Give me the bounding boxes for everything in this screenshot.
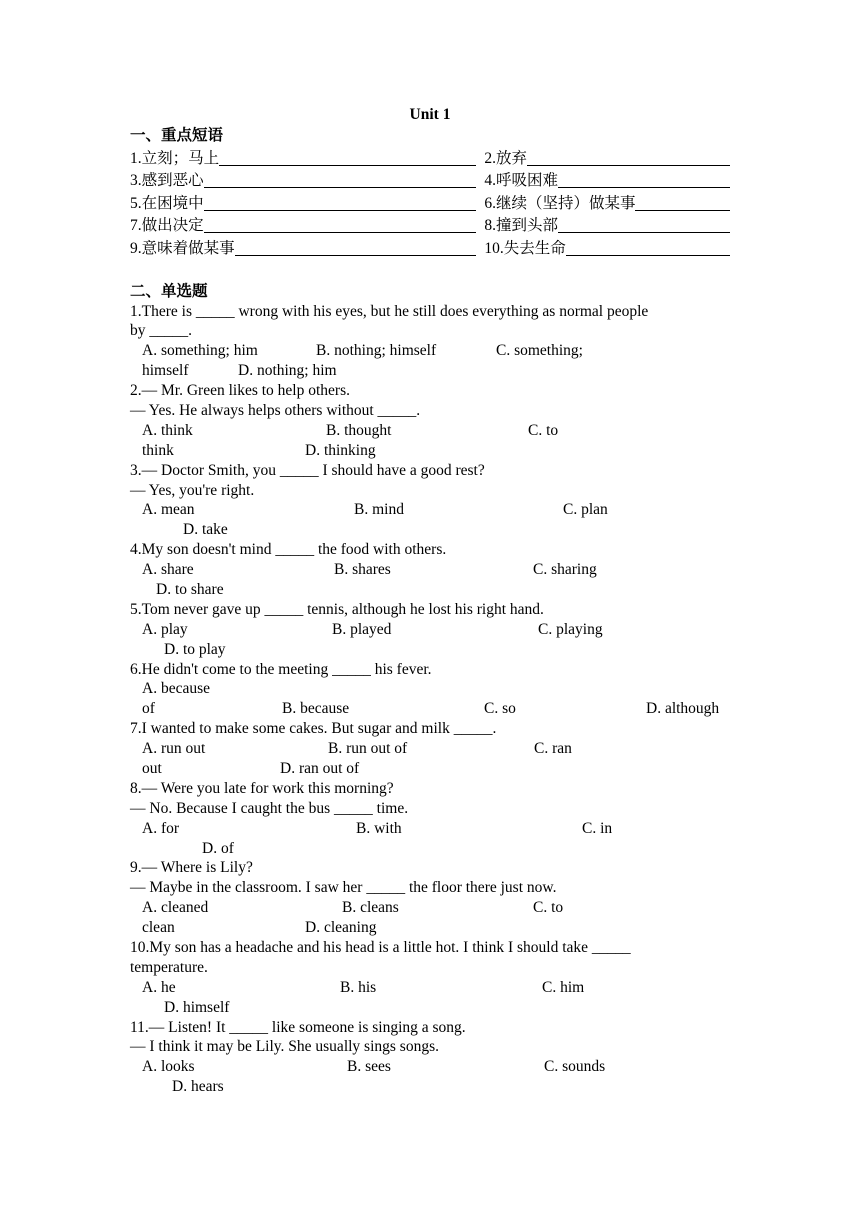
answer-option: A. cleaned	[142, 899, 209, 917]
option-line	[130, 918, 730, 938]
option-line	[130, 839, 730, 859]
question-text: 10.My son has a headache and his head is a little hot. I think I should take _____	[130, 939, 631, 956]
phrase-item	[484, 194, 730, 214]
answer-blank[interactable]	[566, 254, 730, 256]
answer-option: D. ran out of	[280, 759, 360, 777]
option-line	[130, 978, 730, 998]
answer-option: B. thought	[326, 421, 392, 439]
question-text: — I think it may be Lily. She usually sings songs.	[130, 1038, 439, 1056]
answer-option: D. cleaning	[305, 919, 377, 937]
question-text: 11.— Listen! It _____ like someone is singing a song.	[130, 1018, 466, 1036]
option-line	[130, 640, 730, 660]
phrase-label: 2.放弃	[484, 149, 527, 167]
answer-option: B. shares	[334, 561, 391, 579]
phrase-label: 1.立刻；马上	[130, 149, 220, 167]
answer-option: C. plan	[563, 501, 608, 519]
option-line	[130, 441, 730, 461]
answer-blank[interactable]	[204, 209, 477, 211]
section1-heading: 一、重点短语	[130, 127, 224, 144]
answer-option: himself	[142, 362, 189, 380]
phrase-item	[484, 216, 730, 236]
answer-option: C. to	[533, 899, 564, 917]
answer-option: B. cleans	[342, 899, 399, 917]
option-line	[130, 1057, 730, 1077]
answer-blank[interactable]	[235, 254, 477, 256]
answer-option: of	[142, 700, 155, 718]
option-line	[130, 699, 730, 719]
answer-option: D. himself	[164, 998, 230, 1016]
unit-title: Unit 1	[409, 106, 451, 123]
answer-option: A. looks	[142, 1058, 195, 1076]
answer-option: C. ran	[534, 740, 572, 758]
phrase-item	[484, 171, 730, 191]
phrase-label: 5.在困境中	[130, 194, 204, 212]
option-line	[130, 898, 730, 918]
phrase-item	[130, 239, 476, 259]
question-text: 9.— Where is Lily?	[130, 859, 253, 877]
answer-blank[interactable]	[558, 186, 730, 188]
answer-blank[interactable]	[219, 164, 476, 166]
question-text: — Yes, you're right.	[130, 481, 255, 499]
answer-option: B. mind	[354, 501, 404, 519]
phrase-label: 4.呼吸困难	[484, 172, 558, 189]
answer-option: D. although	[646, 700, 720, 718]
option-line	[130, 739, 730, 759]
answer-option: A. think	[142, 421, 193, 439]
option-line	[130, 500, 730, 520]
phrase-row	[130, 146, 730, 169]
phrase-item	[484, 239, 730, 259]
answer-option: B. because	[282, 700, 350, 718]
option-line	[130, 580, 730, 600]
answer-option: C. so	[484, 700, 516, 718]
phrase-row	[130, 191, 730, 214]
phrase-row	[130, 236, 730, 259]
option-line	[130, 361, 730, 381]
question-text: temperature.	[130, 958, 208, 976]
question-text: 8.— Were you late for work this morning?	[130, 779, 394, 797]
phrase-label: 3.感到恶心	[130, 172, 204, 189]
phrase-row	[130, 169, 730, 192]
question-text: by _____.	[130, 322, 192, 340]
question-text: — Yes. He always helps others without _____.	[130, 401, 421, 419]
answer-blank[interactable]	[635, 209, 730, 211]
option-line	[130, 520, 730, 540]
option-line	[130, 819, 730, 839]
answer-option: C. to	[528, 421, 559, 439]
phrase-item	[484, 149, 730, 169]
phrase-row	[130, 214, 730, 237]
option-line	[130, 341, 730, 361]
answer-option: C. in	[582, 819, 613, 837]
answer-option: D. of	[202, 839, 234, 857]
question-list	[130, 302, 730, 1098]
answer-option: C. playing	[538, 620, 603, 638]
answer-option: C. something;	[496, 342, 583, 360]
question-text: — Maybe in the classroom. I saw her _____ the floor there just now.	[130, 879, 557, 897]
answer-option: A. he	[142, 978, 176, 996]
answer-option: C. sounds	[544, 1058, 606, 1076]
phrase-label: 8.撞到头部	[484, 217, 558, 234]
answer-option: A. because	[142, 680, 210, 698]
phrase-label: 9.意味着做某事	[130, 239, 235, 257]
answer-option: A. something; him	[142, 342, 258, 360]
answer-option: C. sharing	[533, 561, 597, 579]
option-line	[130, 421, 730, 441]
answer-option: D. to play	[164, 640, 226, 658]
answer-blank[interactable]	[204, 186, 477, 188]
answer-option: D. thinking	[305, 441, 376, 459]
option-line	[130, 620, 730, 640]
answer-option: D. nothing; him	[238, 362, 337, 380]
option-line	[130, 1077, 730, 1097]
question-text: — No. Because I caught the bus _____ time.	[130, 799, 409, 817]
document-page	[130, 104, 730, 1097]
option-line	[130, 679, 730, 699]
answer-option: B. run out of	[328, 740, 408, 758]
question-text: 3.— Doctor Smith, you _____ I should have a good rest?	[130, 461, 485, 479]
answer-option: clean	[142, 919, 175, 937]
option-line	[130, 560, 730, 580]
answer-blank[interactable]	[527, 164, 730, 166]
answer-option: B. his	[340, 978, 377, 996]
option-line	[130, 998, 730, 1018]
phrase-item	[130, 149, 476, 169]
answer-option: A. share	[142, 561, 194, 579]
question-text: 2.— Mr. Green likes to help others.	[130, 382, 350, 400]
answer-option: A. for	[142, 819, 180, 837]
section2-heading: 二、单选题	[130, 282, 208, 300]
phrase-item	[130, 171, 476, 191]
question-text: 7.I wanted to make some cakes. But sugar and milk _____.	[130, 720, 497, 738]
answer-option: B. sees	[347, 1058, 391, 1076]
answer-option: D. to share	[156, 580, 224, 598]
phrase-label: 7.做出决定	[130, 217, 204, 234]
answer-option: D. take	[183, 521, 228, 539]
answer-option: A. play	[142, 620, 188, 638]
question-text: 5.Tom never gave up _____ tennis, although he lost his right hand.	[130, 600, 544, 618]
answer-option: D. hears	[172, 1078, 224, 1096]
answer-option: B. with	[356, 819, 402, 837]
answer-blank[interactable]	[558, 231, 730, 233]
answer-option: B. played	[332, 620, 392, 638]
question-text: 4.My son doesn't mind _____ the food with others.	[130, 541, 447, 559]
phrase-item	[130, 216, 476, 236]
answer-option: think	[142, 441, 174, 459]
phrase-item	[130, 194, 476, 214]
phrase-list	[130, 146, 730, 259]
answer-blank[interactable]	[204, 231, 477, 233]
phrase-label: 6.继续（坚持）做某事	[484, 194, 636, 212]
answer-option: C. him	[542, 978, 585, 996]
phrase-label: 10.失去生命	[484, 239, 566, 257]
answer-option: out	[142, 759, 162, 777]
question-text: 1.There is _____ wrong with his eyes, but he still does everything as normal people	[130, 302, 649, 320]
option-line	[130, 759, 730, 779]
question-text: 6.He didn't come to the meeting _____ his fever.	[130, 660, 432, 678]
answer-option: B. nothing; himself	[316, 342, 437, 360]
answer-option: A. mean	[142, 501, 195, 519]
answer-option: A. run out	[142, 740, 206, 758]
